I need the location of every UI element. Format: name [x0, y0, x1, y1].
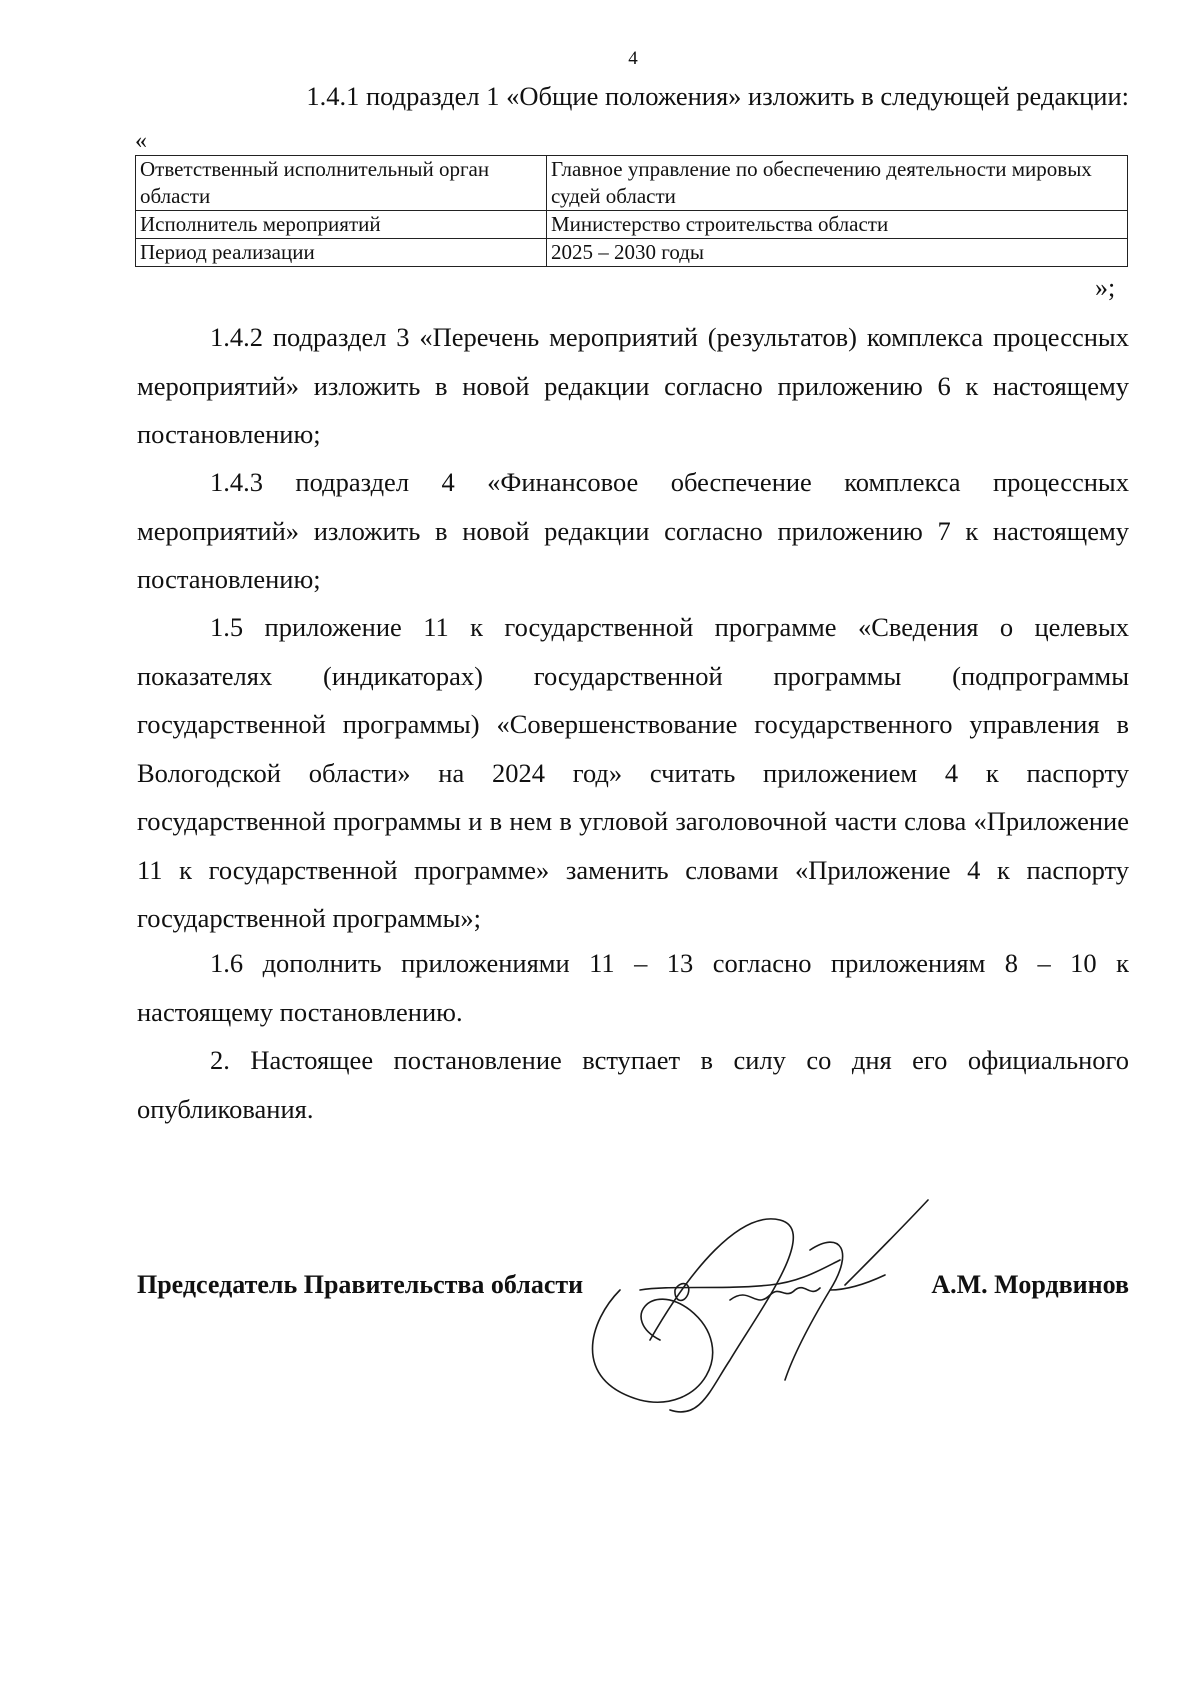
paragraph-text: 2. Настоящее постановление вступает в силу со дня его официального опубликования. [137, 1045, 1129, 1124]
handwritten-signature [580, 1190, 940, 1420]
paragraph-1-5 [137, 603, 1129, 943]
paragraph-text: 1.4.3 подраздел 4 «Финансовое обеспечение комплекса процессных мероприятий» изложить в новой редакции согласно приложению 7 к настоящему постановлению; [137, 467, 1129, 594]
table-cell-label: Период реализации [136, 239, 547, 267]
paragraph-1-6 [137, 939, 1129, 1036]
opening-quote-mark: « [135, 128, 147, 154]
table-cell-value: 2025 – 2030 годы [547, 239, 1128, 267]
table-row [136, 156, 1128, 211]
signatory-name: А.М. Мордвинов [931, 1270, 1129, 1299]
closing-quote-mark: »; [1095, 273, 1116, 302]
paragraph-1-4-2 [137, 313, 1129, 459]
table-row [136, 211, 1128, 239]
paragraph-text: 1.5 приложение 11 к государственной программе «Сведения о целевых показателях (индикаторах) государственной программы (подпрограммы государственной программы) «Совершенствование государственного управления в Вологодской области» на 2024 год» считать приложением 4 к паспорту государственной программы и в нем в угловой заголовочной части слова «Приложение 11 к государственной программе» заменить словами «Приложение 4 к паспорту государственной программы»; [137, 612, 1129, 933]
table-cell-value: Министерство строительства области [547, 211, 1128, 239]
table-cell-label: Ответственный исполнительный орган области [136, 156, 547, 211]
passport-table [135, 155, 1128, 267]
table-row [136, 239, 1128, 267]
paragraph-text: 1.4.2 подраздел 3 «Перечень мероприятий (результатов) комплекса процессных мероприятий» изложить в новой редакции согласно приложению 6 к настоящему постановлению; [137, 322, 1129, 449]
table-cell-value: Главное управление по обеспечению деятельности мировых судей области [547, 156, 1128, 211]
table-cell-label: Исполнитель мероприятий [136, 211, 547, 239]
paragraph-text: 1.6 дополнить приложениями 11 – 13 согласно приложениям 8 – 10 к настоящему постановлению. [137, 948, 1129, 1027]
paragraph-1-4-1: 1.4.1 подраздел 1 «Общие положения» изложить в следующей редакции: [306, 81, 1129, 111]
paragraph-1-4-3 [137, 458, 1129, 604]
page-number: 4 [628, 48, 638, 69]
signatory-position: Председатель Правительства области [137, 1270, 584, 1299]
paragraph-2 [137, 1036, 1129, 1133]
